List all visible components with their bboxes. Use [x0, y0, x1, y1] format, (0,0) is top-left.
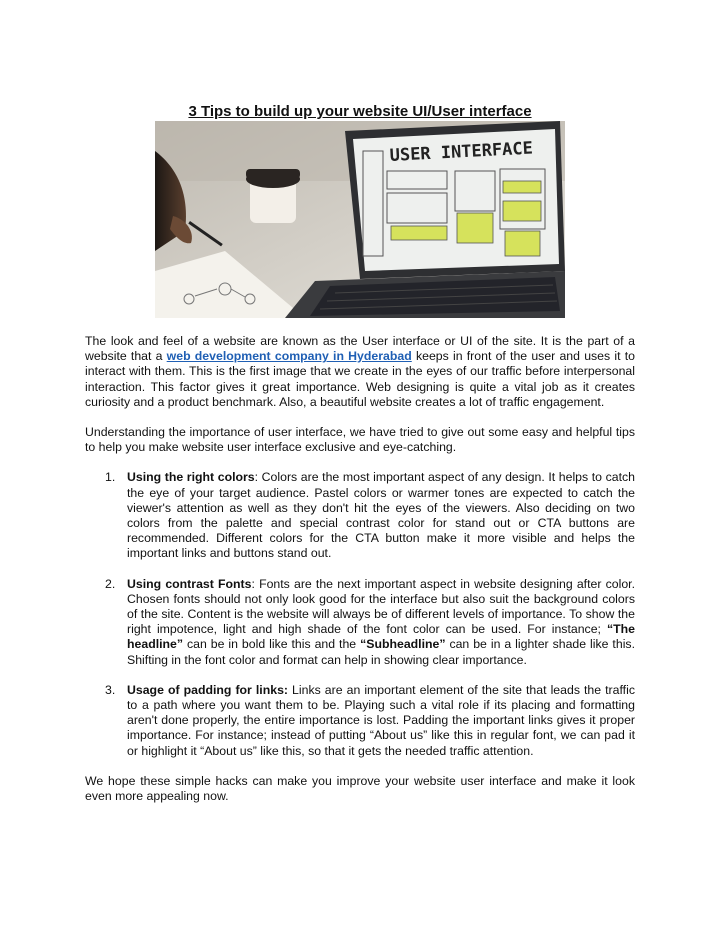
list-item: 1. Using the right colors: Colors are the most important aspect of any design. It helps to catch the eye of your target audience. Pastel colors or warmer tones are expected to catch the viewer's attention as well as they don't hit the eyes of the viewers. Also deciding on two colors from the palette and special contrast color for stand out or CTA buttons are recommended. Different colors for the CTA button make it more visible and helps the important links and buttons stand out.: [105, 470, 636, 561]
list-item: 3. Usage of padding for links: Links are an important element of the site that leads the traffic to a path where you want them to be. Playing such a vital role if its placing and formatting aren't done properly, the entire importance is lost. Padding the important links gives it proper importance. For instance; instead of putting “About us” like this in regular font, we can pad it or highlight it “About us” like this, so that it gets the needed traffic attention.: [105, 682, 635, 758]
tip-heading: Using the right colors: [127, 470, 255, 485]
list-number: 2.: [105, 576, 116, 591]
screen-sign-text: USER INTERFACE: [389, 138, 534, 166]
article-body: [85, 334, 635, 819]
headline-example: “The headline”: [127, 622, 635, 652]
importance-paragraph: Understanding the importance of user interface, we have tried to give out some easy and helpful tips to help you make website user interface exclusive and eye-catching.: [85, 425, 635, 455]
intro-paragraph: The look and feel of a website are known as the User interface or UI of the site. It is the part of a website that a web development company in Hyderabad keeps in front of the user and uses it to interact with them. This is the first image that we create in the eyes of our traffic before interpersonal interaction. This factor gives it great importance. Web designing is quite a vital job as it creates curiosity and a product benchmark. Also, a beautiful website creates a lot of traffic engagement.: [85, 334, 635, 409]
hero-image: [155, 121, 565, 318]
closing-paragraph: We hope these simple hacks can make you improve your website user interface and make it look even more appealing now.: [85, 773, 635, 804]
laptop-illustration: [155, 121, 565, 318]
list-item: 2. Using contrast Fonts: Fonts are the next important aspect in website designing after color. Chosen fonts should not only look good for the interface but also suit the background colors of the site. Content is the website will always be of different levels of importance. To show the right impotence, light and high shade of the font color can be used. For instance; “The headline” can be in bold like this and the “Subheadline” can be in a lighter shade like this. Shifting in the font color and format can help in showing clear importance.: [105, 576, 635, 667]
subheadline-example: “Subheadline”: [360, 637, 446, 652]
list-number: 1.: [105, 470, 116, 485]
tip-heading: Usage of padding for links:: [127, 682, 288, 697]
page-title: 3 Tips to build up your website UI/User interface: [188, 103, 532, 120]
list-number: 3.: [105, 682, 116, 697]
tips-list: [85, 470, 635, 758]
web-development-link[interactable]: web development company in Hyderabad: [166, 349, 412, 364]
tip-heading: Using contrast Fonts: [127, 576, 252, 591]
